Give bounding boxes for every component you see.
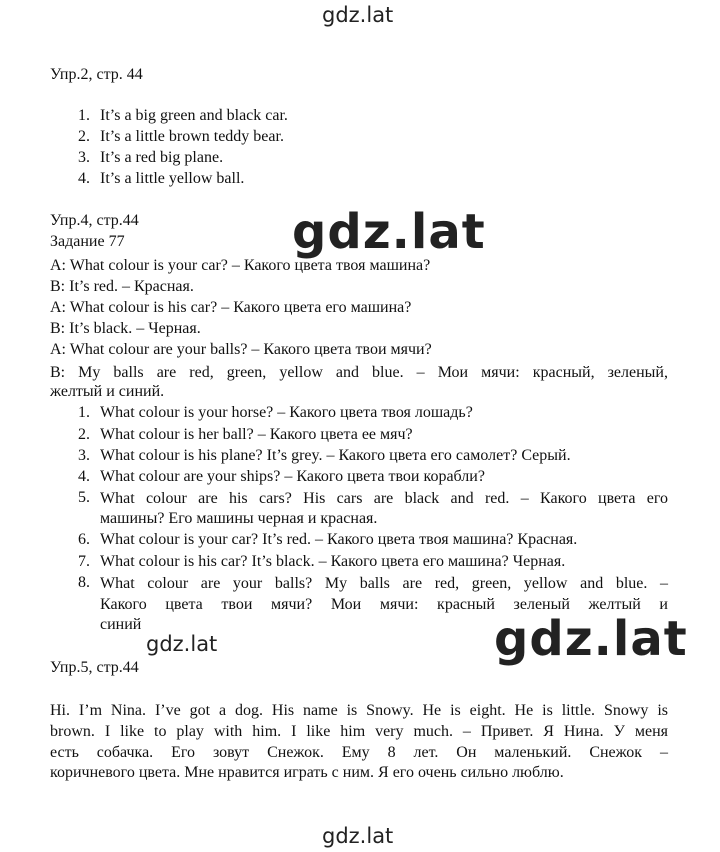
dialog-line: B: My balls are red, green, yellow and blue. – Мои мячи: красный, зеленый,: [50, 364, 668, 381]
paragraph-line: Hi. I’m Nina. I’ve got a dog. His name is Snowy. He is eight. He is little. Snowy is: [50, 702, 668, 719]
dialog-line: желтый и синий.: [50, 383, 165, 400]
dialog-line: B: It’s black. – Черная.: [50, 320, 201, 337]
paragraph-line: brown. I like to play with him. I like him very much. – Привет. Я Нина. У меня: [50, 723, 668, 740]
list-number: 1.: [78, 107, 90, 124]
list-item: It’s a big green and black car.: [100, 107, 288, 124]
list-number: 4.: [78, 170, 90, 187]
watermark-top: gdz.lat: [322, 3, 394, 27]
list-item: What colour are his cars? His cars are black and red. – Какого цвета его: [100, 490, 668, 507]
list-item: What colour is your car? It’s red. – Какого цвета твоя машина? Красная.: [100, 531, 578, 548]
list-number: 8.: [78, 574, 90, 591]
list-item: It’s a little brown teddy bear.: [100, 128, 284, 145]
list-item: What colour is his car? It’s black. – Какого цвета его машина? Черная.: [100, 553, 566, 570]
dialog-line: A: What colour is his car? – Какого цвета его машина?: [50, 299, 412, 316]
watermark-large: gdz.lat: [494, 611, 688, 667]
list-item: What colour is her ball? – Какого цвета ее мяч?: [100, 426, 413, 443]
ex4-heading: Упр.4, стр.44: [50, 212, 139, 229]
list-item-continuation: синий: [100, 616, 142, 633]
ex5-heading: Упр.5, стр.44: [50, 659, 139, 676]
dialog-line: B: It’s red. – Красная.: [50, 278, 194, 295]
list-item-continuation: Какого цвета твои мячи? Мои мячи: красный зеленый желтый и: [100, 596, 668, 613]
list-item: What colour is his plane? It’s grey. – Какого цвета его самолет? Серый.: [100, 447, 571, 464]
list-number: 4.: [78, 468, 90, 485]
list-number: 5.: [78, 489, 90, 506]
list-item: What colour are your balls? My balls are red, green, yellow and blue. –: [100, 575, 668, 592]
list-item: What colour is your horse? – Какого цвета твоя лошадь?: [100, 404, 473, 421]
list-item: It’s a red big plane.: [100, 149, 224, 166]
list-number: 1.: [78, 404, 90, 421]
watermark-middle: gdz.lat: [292, 204, 486, 260]
list-number: 3.: [78, 149, 90, 166]
list-item: It’s a little yellow ball.: [100, 170, 245, 187]
list-number: 2.: [78, 426, 90, 443]
paragraph-line: коричневого цвета. Мне нравится играть с ним. Я его очень сильно люблю.: [50, 764, 564, 781]
dialog-line: A: What colour is your car? – Какого цвета твоя машина?: [50, 257, 431, 274]
ex2-heading: Упр.2, стр. 44: [50, 66, 143, 83]
ex4-task: Задание 77: [50, 233, 125, 250]
list-number: 2.: [78, 128, 90, 145]
paragraph-line: есть собачка. Его зовут Снежок. Ему 8 лет. Он маленький. Снежок –: [50, 744, 668, 761]
watermark-small: gdz.lat: [146, 632, 218, 656]
dialog-line: A: What colour are your balls? – Какого цвета твои мячи?: [50, 341, 432, 358]
list-item-continuation: машины? Его машины черная и красная.: [100, 510, 378, 527]
list-number: 6.: [78, 531, 90, 548]
list-number: 7.: [78, 553, 90, 570]
list-item: What colour are your ships? – Какого цвета твои корабли?: [100, 468, 485, 485]
watermark-bottom: gdz.lat: [322, 824, 394, 848]
list-number: 3.: [78, 447, 90, 464]
